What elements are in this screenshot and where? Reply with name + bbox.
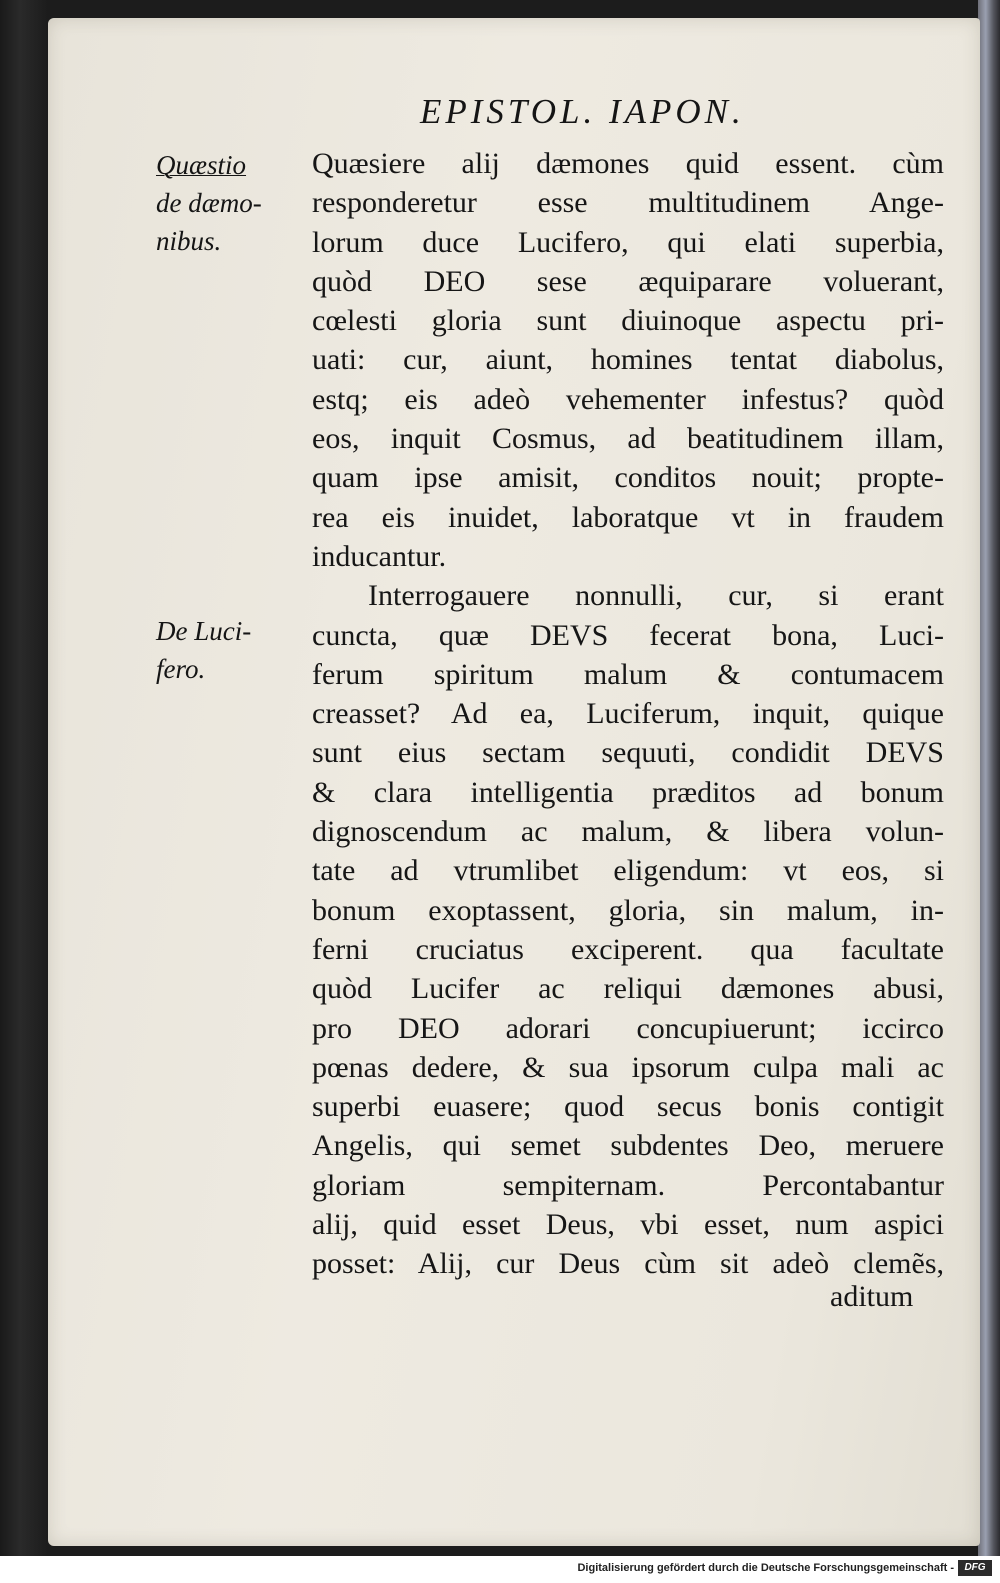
book-edge — [978, 0, 1000, 1556]
text-line: tate ad vtrumlibet eligendum: vt eos, si — [312, 854, 944, 888]
text-line: inducantur. — [312, 539, 447, 573]
text-line: superbi euasere; quod secus bonis contigit — [312, 1090, 944, 1124]
text-line: rea eis inuidet, laboratque vt in fraudem — [312, 500, 944, 534]
marginal-line: fero. — [156, 654, 206, 684]
text-line: lorum duce Lucifero, qui elati superbia, — [312, 225, 944, 259]
digitization-footer — [0, 1556, 1000, 1583]
text-line: sunt eius sectam sequuti, condidit DEVS — [312, 736, 944, 770]
marginal-line: nibus. — [156, 226, 222, 256]
text-line: ferni cruciatus exciperent. qua facultate — [312, 932, 944, 966]
text-line: creasset? Ad ea, Luciferum, inquit, quique — [312, 697, 944, 731]
text-line: quòd Lucifer ac reliqui dæmones abusi, — [312, 972, 944, 1006]
marginal-line: Quæstio — [156, 150, 247, 180]
marginal-line: De Luci- — [156, 616, 252, 646]
body-text — [312, 144, 944, 1284]
text-line: posset: Alij, cur Deus cùm sit adeò clemẽs, — [312, 1247, 944, 1281]
text-line: pro DEO adorari concupiuerunt; iccirco — [312, 1011, 944, 1045]
text-line: Angelis, qui semet subdentes Deo, meruere — [312, 1129, 944, 1163]
text-line: responderetur esse multitudinem Ange- — [312, 186, 944, 220]
text-line: eos, inquit Cosmus, ad beatitudinem illam, — [312, 422, 944, 456]
text-line: uati: cur, aiunt, homines tentat diabolus, — [312, 343, 944, 377]
text-line: quòd DEO sese æquiparare voluerant, — [312, 264, 944, 298]
text-line: quam ipse amisit, conditos nouit; propte- — [312, 461, 944, 495]
marginal-line: de dæmo- — [156, 188, 262, 218]
dfg-logo: DFG — [958, 1560, 992, 1576]
text-line: cœlesti gloria sunt diuinoque aspectu pri- — [312, 304, 944, 338]
catchword: aditum — [830, 1280, 914, 1313]
text-line: pœnas dedere, & sua ipsorum culpa mali ac — [312, 1050, 944, 1084]
text-line: gloriam sempiternam. Percontabantur — [312, 1168, 944, 1202]
text-line: ferum spiritum malum & contumacem — [312, 657, 944, 691]
text-line: & clara intelligentia præditos ad bonum — [312, 775, 944, 809]
text-line: Quæsiere alij dæmones quid essent. cùm — [312, 147, 944, 180]
text-line: dignoscendum ac malum, & libera volun- — [312, 815, 944, 849]
text-line: alij, quid esset Deus, vbi esset, num aspici — [312, 1208, 944, 1242]
text-line: cuncta, quæ DEVS fecerat bona, Luci- — [312, 618, 944, 652]
running-head: EPISTOL. IAPON. — [420, 92, 745, 131]
marginal-note-daemons — [156, 146, 306, 260]
footer-credit: Digitalisierung gefördert durch die Deutsche Forschungsgemeinschaft - — [577, 1562, 954, 1574]
marginal-note-lucifer — [156, 612, 306, 688]
text-line: Interrogauere nonnulli, cur, si erant — [368, 579, 944, 613]
text-line: bonum exoptassent, gloria, sin malum, in- — [312, 893, 944, 927]
text-line: estq; eis adeò vehementer infestus? quòd — [312, 382, 944, 416]
